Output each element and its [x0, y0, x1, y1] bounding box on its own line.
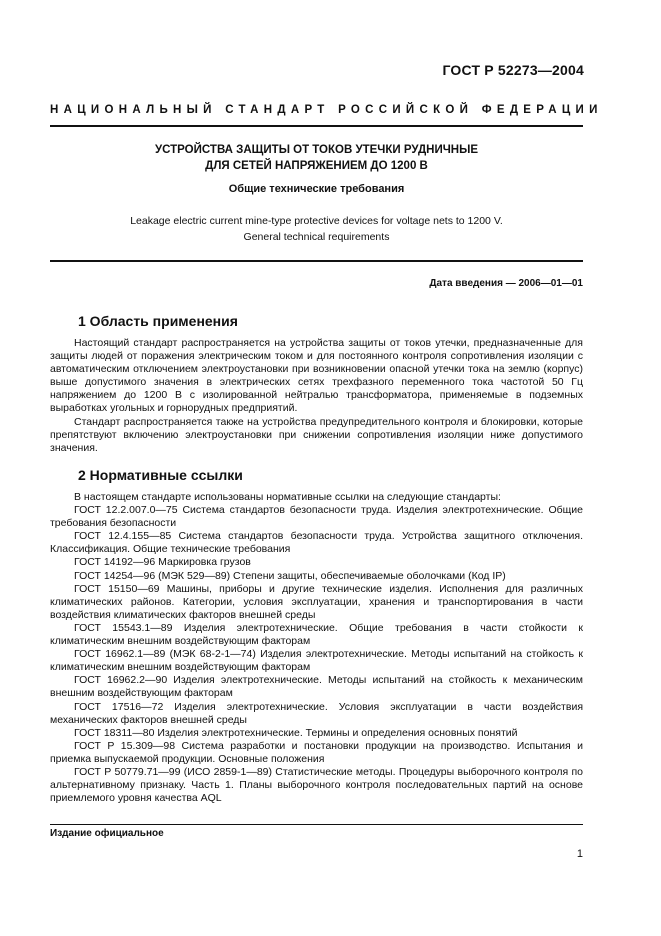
reference-item: ГОСТ 12.2.007.0—75 Система стандартов безопасности труда. Изделия электротехнические. Общие требования безопасности [50, 504, 583, 530]
english-title-line-1: Leakage electric current mine-type protective devices for voltage nets to 1200 V. [130, 215, 503, 227]
document-subtitle: Общие технические требования [228, 183, 405, 195]
reference-item: ГОСТ 16962.1—89 (МЭК 68-2-1—74) Изделия электротехнические. Методы испытаний на стойкость к климатическим внешним воздействующим факторам [50, 648, 583, 674]
english-title-line-2: General technical requirements [243, 231, 390, 243]
reference-item: ГОСТ Р 50779.71—99 (ИСО 2859-1—89) Статистические методы. Процедуры выборочного контроля по альтернативному признаку. Часть 1. Планы выборочного контроля последовательных партий на основе приемлемого уровня качества AQL [50, 765, 583, 805]
footer-divider [50, 824, 583, 825]
reference-item: ГОСТ 17516—72 Изделия электротехнические. Условия эксплуатации в части воздействия механических факторов внешней среды [50, 700, 583, 726]
top-divider [50, 125, 583, 127]
reference-item: ГОСТ 16962.2—90 Изделия электротехнические. Методы испытаний на стойкость к механическим внешним воздействующим факторам [50, 674, 583, 700]
edition-label: Издание официальное [50, 828, 164, 839]
references-intro: В настоящем стандарте использованы нормативные ссылки на следующие стандарты: [74, 491, 501, 503]
introduction-date: Дата введения — 2006—01—01 [429, 278, 583, 289]
reference-item: ГОСТ 14192—96 Маркировка грузов [74, 556, 251, 569]
national-standard-banner: НАЦИОНАЛЬНЫЙ СТАНДАРТ РОССИЙСКОЙ ФЕДЕРАЦИИ [50, 104, 603, 116]
document-number: ГОСТ Р 52273—2004 [442, 62, 584, 78]
document-title [50, 142, 583, 174]
section-1-paragraph: Настоящий стандарт распространяется на устройства защиты от токов утечки, предназначенные для защиты людей от поражения электрическим током и для постоянного контроля сопротивления изоляции с автоматическим отключением электроустановки при возникновении опасной утечки тока на землю (корпус) выше допустимого значения в электрических сетях трехфазного переменного тока частотой 50 Гц напряжением до 1200 В с изолированной нейтралью трансформатора, применяемые в подземных выработках угольных и горнорудных предприятий. [50, 337, 583, 415]
reference-item: ГОСТ 15150—69 Машины, приборы и другие технические изделия. Исполнения для различных климатических районов. Категории, условия эксплуатации, хранения и транспортирования в части воздействия климатических факторов внешней среды [50, 582, 583, 621]
section-1-heading: 1 Область применения [78, 313, 238, 329]
page-number: 1 [576, 848, 583, 860]
title-divider [50, 260, 583, 262]
section-2-heading: 2 Нормативные ссылки [78, 467, 243, 483]
section-scope [50, 313, 583, 455]
reference-item: ГОСТ Р 15.309—98 Система разработки и постановки продукции на производство. Испытания и приемка выпускаемой продукции. Основные положения [50, 739, 583, 765]
english-title [50, 213, 583, 245]
reference-item: ГОСТ 14254—96 (МЭК 529—89) Степени защиты, обеспечиваемые оболочками (Код IP) [74, 569, 506, 582]
reference-item: ГОСТ 15543.1—89 Изделия электротехнические. Общие требования в части стойкости к климатическим внешним воздействующим факторам [50, 621, 583, 648]
title-line-1: УСТРОЙСТВА ЗАЩИТЫ ОТ ТОКОВ УТЕЧКИ РУДНИЧНЫЕ [154, 144, 479, 156]
section-1-paragraph: Стандарт распространяется также на устройства предупредительного контроля и блокировки, которые препятствуют включению электроустановки при снижении сопротивления изоляции ниже допустимого значения. [50, 415, 583, 454]
title-line-2: ДЛЯ СЕТЕЙ НАПРЯЖЕНИЕМ ДО 1200 В [205, 160, 428, 172]
reference-item: ГОСТ 12.4.155—85 Система стандартов безопасности труда. Устройства защитного отключения. Классификация. Общие технические требования [50, 530, 583, 556]
reference-item: ГОСТ 18311—80 Изделия электротехнические. Термины и определения основных понятий [74, 726, 518, 739]
section-references [50, 467, 583, 805]
